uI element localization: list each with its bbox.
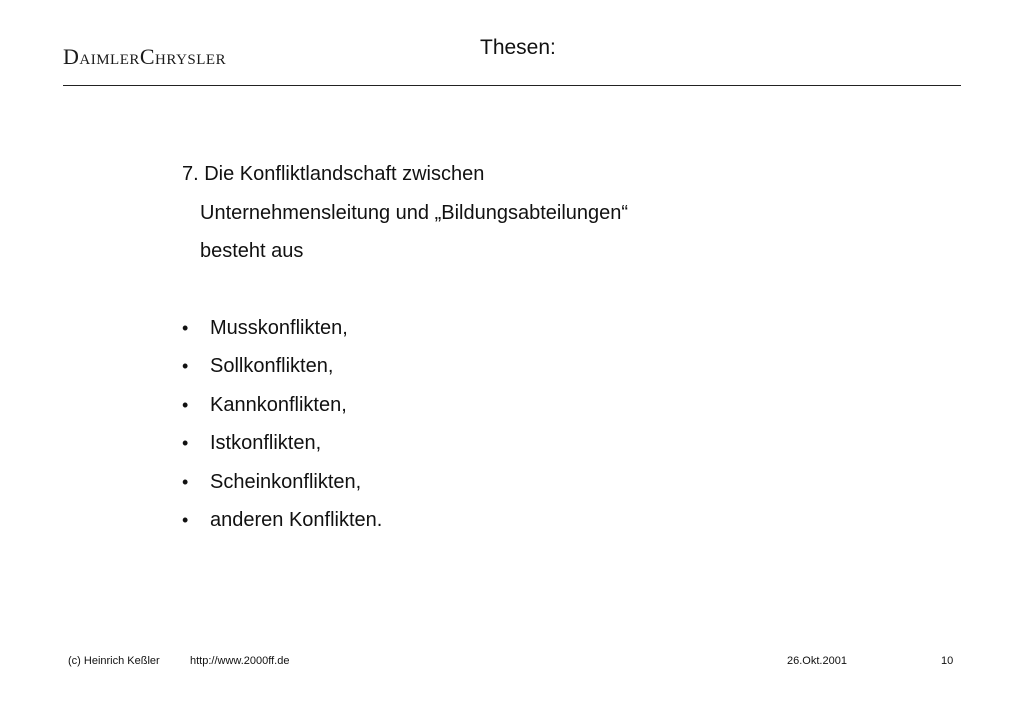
list-item-text: Sollkonflikten, [210, 355, 334, 377]
thesis-line-1: 7. Die Konfliktlandschaft zwischen [182, 163, 485, 185]
footer-copyright: (c) Heinrich Keßler [68, 655, 160, 667]
bullet-icon: • [182, 433, 189, 453]
list-item-text: Istkonflikten, [210, 432, 322, 454]
list-item-text: Musskonflikten, [210, 316, 348, 339]
conflict-list [182, 309, 628, 540]
list-item-text: Scheinkonflikten, [210, 470, 362, 493]
list-item [182, 347, 628, 386]
footer-date: 26.Okt.2001 [787, 655, 847, 667]
bullet-icon: • [182, 510, 189, 530]
list-item [182, 386, 628, 425]
list-item-text: Kannkonflikten, [210, 393, 347, 416]
bullet-icon: • [182, 471, 189, 492]
bullet-icon: • [182, 317, 189, 338]
list-item [182, 501, 628, 540]
list-item-text: anderen Konflikten. [210, 509, 383, 531]
page-number: 10 [941, 655, 954, 667]
list-item [182, 463, 628, 502]
thesis-line-2: Unternehmensleitung und „Bildungsabteilungen“ [200, 201, 629, 224]
bullet-icon: • [182, 394, 189, 415]
header-divider [63, 85, 961, 86]
thesis-line-3: besteht aus [200, 240, 304, 262]
slide-title: Thesen: [480, 36, 556, 59]
list-item [182, 309, 628, 348]
company-logo: DaimlerChrysler [63, 44, 227, 69]
bullet-icon: • [182, 356, 189, 376]
list-item [182, 424, 628, 463]
slide-content [182, 155, 628, 540]
footer-url-link[interactable]: http://www.2000ff.de [190, 655, 290, 667]
